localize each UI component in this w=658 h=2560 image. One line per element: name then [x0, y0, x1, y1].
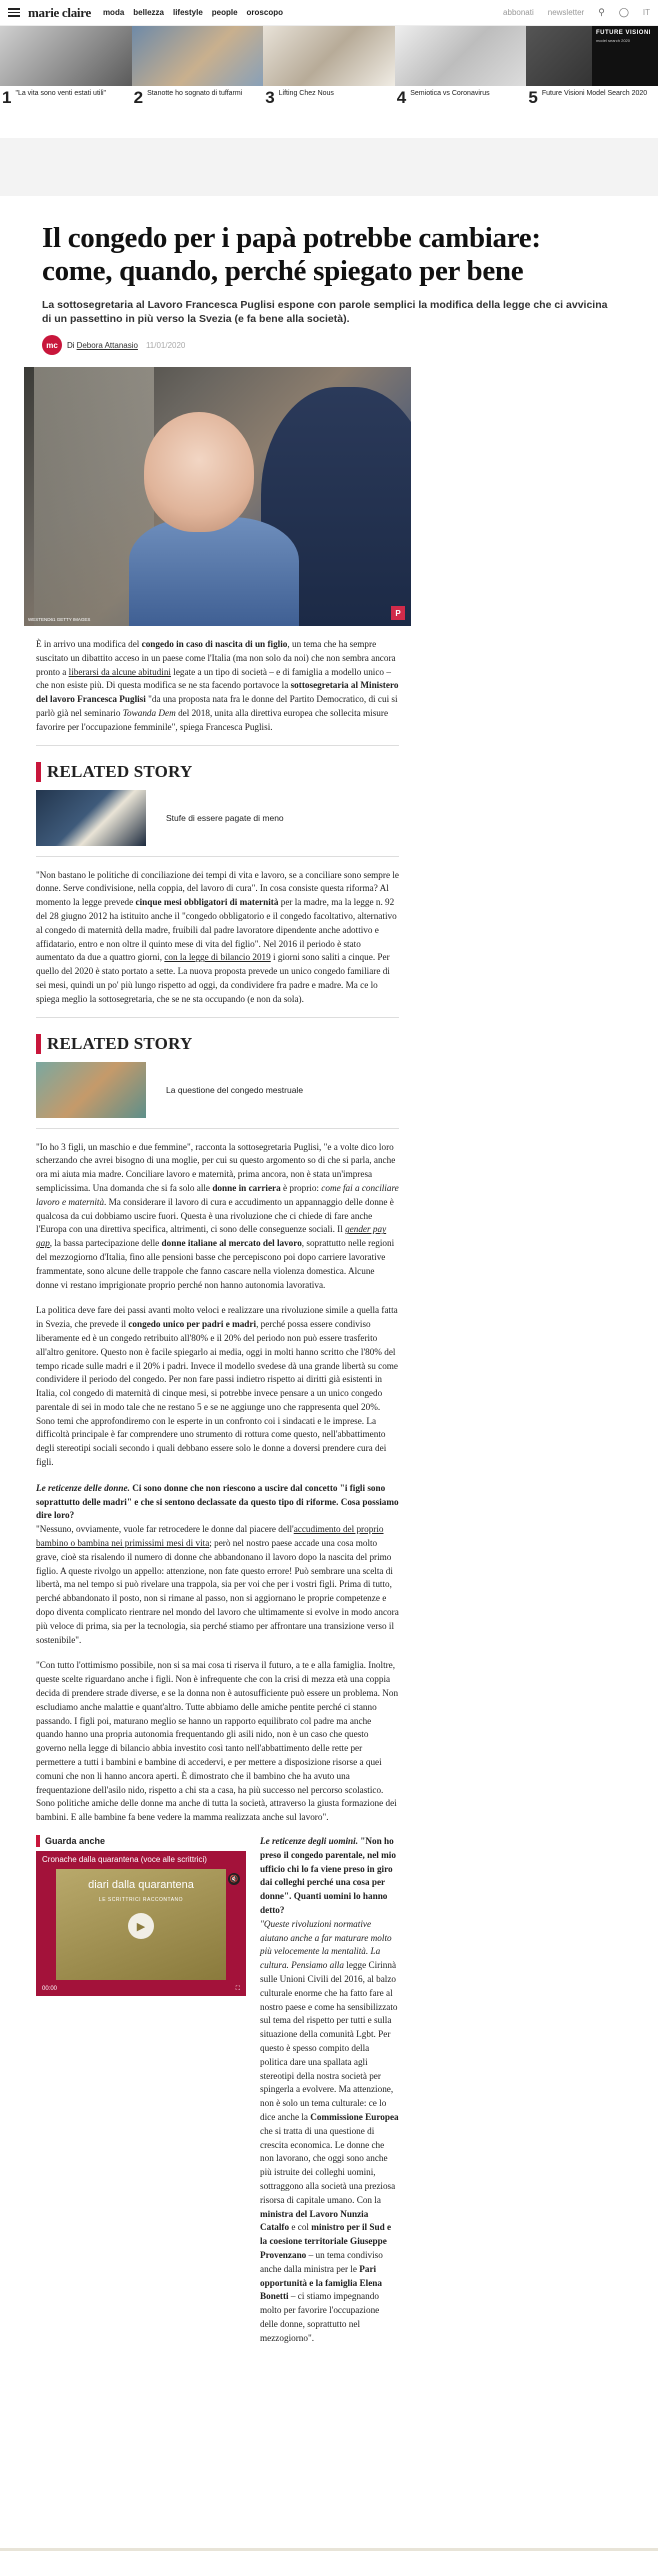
related-story-card[interactable] [36, 790, 399, 846]
video-screen-subtitle: LE SCRITTRICI RACCONTANO [98, 1897, 184, 1903]
paragraph: La politica deve fare dei passi avanti molto veloci e realizzare una rivoluzione simile a quella fatta in Svezia, che prevede il congedo unico per padri e madri, perché possa essere condiviso liberamente ed è un congedo retribuito all'80% e il 20% del periodo non può essere trasferito all'altro genitore. Questo non è facile spiegarlo ai media, oggi in molti hanno scritto che l'80% del tempo ricade sulle madri e il 20% i padri. Invece il modello svedese dà una grande libertà su come condividere il periodo del congedo. Per non fare passi indietro rispetto ai diritti già esistenti in Italia, col congedo di maternità di cinque mesi, si potrebbe invece pensare a un unico congedo parentale di sei in modo tale che ne restano 5 e se ne aggiunge uno che rappresenta quel 20%. Sono temi che approfondiremo con le esperte in un confronto coi i sindacati e le imprese. La difficoltà principale è far comprendere uno strumento di rottura come questo, nell'abbattimento degli stereotipi sociali secondo i quali debbano essere solo le donne a doversi prendere cura dei figli. [36, 1305, 399, 1468]
menu-icon[interactable] [8, 8, 20, 17]
trending-item[interactable] [395, 26, 527, 128]
paragraph: "Io ho 3 figli, un maschio e due femmine", racconta la sottosegretaria Puglisi, "e a volte dico loro scherzando che avrei bisogno di una moglie, per cui su questo argomento so di che si parla, anche ora mi aiuta mia madre. Conciliare lavoro e maternità, prima ancora, non è stata un'impresa semplicissima. Una domanda che si fa solo alle donne in carriera è proprio: come fai a conciliare lavoro e maternità. Ma considerare il lavoro di cura e accudimento un appannaggio delle donne è qualcosa da cui dobbiamo uscire fuori. Questa è una rivoluzione che ci chiede di fare anche l'Europa con una direttiva specifica, altrimenti, ci sono delle conseguenze sociali. Il gender pay gap, la bassa partecipazione delle donne italiane al mercato del lavoro, soprattutto nelle regioni del mezzogiorno d'Italia, fino alle pensioni basse che percepiscono poi dopo carriere lavorative frammentate, sono alcune delle trappole che fanno cascare nella violenza domestica. Alcune donne vi restano imprigionate proprio perché non hanno autonomia lavorativa. [36, 1141, 399, 1290]
related-heading: RELATED STORY [36, 1034, 399, 1054]
trending-number: 2 [133, 88, 144, 107]
nav-links [103, 8, 283, 17]
nav-link-people[interactable]: people [211, 8, 238, 17]
trending-title: Stanotte ho sognato di tuffarmi [147, 90, 243, 97]
nav-link-lifestyle[interactable]: lifestyle [172, 8, 203, 17]
related-thumbnail[interactable] [36, 1062, 146, 1118]
video-screen[interactable] [56, 1869, 226, 1980]
site-logo[interactable]: marie claire [28, 4, 91, 20]
paragraph: È in arrivo una modifica del congedo in caso di nascita di un figlio, un tema che ha sempre suscitato un dibattito acceso in un paese come l'Italia (ma non solo da noi) che non sembra ancora pronto a liberarsi da alcune abitudini legate a un tipo di società – e di famiglia a modello unico – che non esiste più. Di questa modifica se ne sta facendo portavoce la sottosegretaria al Ministero del lavoro Francesca Puglisi "da una proposta nata fra le donne del Partito Democratico, di cui si parlò già nel seminario Towanda Dem del 2018, unita alla direttiva europea che sollecita misure favorire per l'occupazione femminile", spiega Francesca Puglisi. [36, 639, 399, 732]
divider [36, 745, 399, 746]
related-story [24, 762, 411, 846]
inline-link[interactable]: accudimento del proprio bambino o bambina nei primissimi mesi di vita [36, 1524, 384, 1549]
globe-icon[interactable]: ◯ [618, 7, 629, 17]
trending-item[interactable] [132, 26, 264, 128]
nav-link-bellezza[interactable]: bellezza [133, 8, 164, 17]
trending-item[interactable] [526, 26, 658, 128]
future-visioni-badge [592, 26, 658, 86]
video-heading: Guarda anche [36, 1835, 246, 1847]
language-label[interactable]: IT [642, 8, 650, 17]
trending-number: 1 [2, 88, 12, 107]
article-dek: La sottosegretaria al Lavoro Francesca Puglisi espone con parole semplici la modifica della legge che ci avvicina di un passettino in più verso la Svezia (e fa bene alla società). [42, 299, 608, 325]
video-player[interactable] [36, 1851, 246, 1996]
search-icon[interactable]: ⚲ [598, 7, 605, 17]
trending-thumbnail [395, 26, 527, 86]
related-story [24, 1034, 411, 1118]
nav-link-moda[interactable]: moda [102, 8, 125, 17]
inline-link[interactable]: con la legge di bilancio 2019 [164, 952, 271, 963]
related-story-card[interactable] [36, 1062, 399, 1118]
video-controls [42, 1986, 240, 1993]
trending-title: Future Visioni Model Search 2020 [541, 90, 648, 97]
footer-divider [0, 2548, 658, 2551]
trending-thumbnail [263, 26, 395, 86]
divider [36, 856, 399, 857]
top-nav [0, 0, 658, 26]
trending-title: Semiotica vs Coronavirus [410, 90, 490, 97]
paragraph: Le reticenze degli uomini. "Non ho preso il congedo parentale, nel mio ufficio chi lo fa viene preso in giro dai colleghi perché una cosa per donne". Quanti uomini lo hanno detto? "Queste rivoluzioni normative aiutano anche a far maturare molto più velocemente la mentalità. La cultura. Pensiamo alla legge Cirinnà sulle Unioni Civili del 2016, al balzo culturale enorme che ha fatto fare al nostro paese e come ha sensibilizzato sul tema del rispetto per tutti e sulla situazione della comunità Lgbt. Per questo è spesso compito della politica dare una spallata agli stereotipi della nostra società per spingerla a evolvere. Ma attenzione, non è solo un tema culturale: ce lo dice anche la Commissione Europea che si tratta di una questione di crescita economica. Le donne che non lavorano, che oggi sono anche più istruite dei colleghi uomini, sottraggono alla società una preziosa risorsa di capitale umano. Con la ministra del Lavoro Nunzia Catalfo e col ministro per il Sud e la coesione territoriale Giuseppe Provenzano – un tema condiviso anche dalla ministra per le Pari opportunità e la famiglia Elena Bonetti – ci stiamo impegnando molto per favorire l'occupazione delle donne, soprattutto nel mezzogiorno". [260, 1836, 399, 2343]
inline-link[interactable]: liberarsi da alcune abitudini [68, 666, 171, 677]
byline [42, 335, 616, 355]
trending-thumbnail [132, 26, 264, 86]
related-title[interactable]: Stufe di essere pagate di meno [166, 812, 284, 823]
trending-item[interactable] [0, 26, 132, 128]
nav-right [503, 7, 650, 18]
article-headline: Il congedo per i papà potrebbe cambiare: come, quando, perché spiegato per bene [42, 222, 541, 287]
hero-image-baby-shirt [129, 517, 299, 626]
paragraph: "Non bastano le politiche di conciliazione dei tempi di vita e lavoro, se a conciliare sono sempre le donne. Serve condivisione, nella coppia, del lavoro di cura". In cosa consiste questa riforma? Al momento la legge prevede cinque mesi obbligatori di maternità per la madre, ma la legge n. 92 del 28 giugno 2012 ha istituito anche il "congedo obbligatorio e il congedo facoltativo, alternativo al congedo di maternità della madre, fruibili dal padre lavoratore dipendente anche adottivo e affidatario, entro e non oltre il quinto mese di vita del figlio". Nel 2016 il periodo è stato aumentato da due a quattro giorni, con la legge di bilancio 2019 i giorni sono saliti a cinque. Per quello del 2020 è stato portato a sette. La nuova proposta prevede un unico congedo familiare di sei mesi, quindi un po' più lungo rispetto ad oggi, da condividere fra padre e madre. Ma ce lo spiega meglio la sottosegretaria, che se ne sta occupando (e non da sola). [36, 869, 399, 1004]
byline-prefix: Di [67, 340, 75, 350]
trending-thumbnail [0, 26, 132, 86]
trending-title: Lifting Chez Nous [278, 90, 334, 97]
article-main-column [24, 367, 411, 2345]
inline-link[interactable]: legge Cirinnà sulle Unioni Civili del 2016 [260, 1960, 397, 1984]
video-box [36, 1835, 246, 2345]
subscribe-link[interactable]: abbonati [503, 8, 534, 17]
ad-banner [0, 138, 658, 196]
article-body [24, 869, 411, 1007]
paragraph: Le reticenze delle donne. Ci sono donne che non riescono a uscire dal concetto "i figli sono soprattutto delle madri" e che si sentono declassate da questo tipo di riforme. Cosa possiamo dire loro? "Nessuno, ovviamente, vuole far retrocedere le donne dal piacere dell'accudimento del proprio bambino o bambina nei primissimi mesi di vita; però nel nostro paese accade una cosa molto grave, cioè sta risalendo il numero di donne che abbandonano il lavoro dopo la nascita del primo figlio. A queste rivolgo un appello: attenzione, non fate questo errore! Può sembrare una scelta di libertà, ma nel tempo si può rivelare una trappola, sia per voi che per i vostri figli. Prima di tutto, perché abbandonato il posto, non si rimane al passo, non si aggiornano le proprie competenze e dopo diventa complicato rientrare nel mondo del lavoro che ultimamente si evolve in modo ancora più veloce di prima, sia per la tecnologia, sia perché stiamo per affrontare una transizione verso il sostenibile". [36, 1482, 399, 1645]
divider [36, 1017, 399, 1018]
related-thumbnail[interactable] [36, 790, 146, 846]
related-heading: RELATED STORY [36, 762, 399, 782]
author-link[interactable]: Debora Attanasio [76, 340, 138, 350]
trending-strip [0, 26, 658, 128]
article [0, 222, 658, 355]
video-and-text-row [24, 1835, 411, 2345]
trending-title: "La vita sono venti estati utili" [15, 90, 107, 97]
fullscreen-icon[interactable]: ⛶ [235, 1986, 240, 1992]
hero-image-baby [144, 412, 254, 532]
author-avatar[interactable]: mc [42, 335, 62, 355]
trending-item[interactable] [263, 26, 395, 128]
publish-date: 11/01/2020 [145, 340, 186, 350]
article-body [260, 1835, 399, 2345]
related-title[interactable]: La questione del congedo mestruale [166, 1084, 304, 1095]
video-screen-title: diari dalla quarantena [88, 1879, 194, 1891]
trending-number: 5 [528, 88, 538, 107]
badge-subtitle: model search 2020 [595, 38, 630, 43]
mute-icon[interactable]: 🔇 [228, 1873, 240, 1885]
badge-title: FUTURE VISIONI [595, 30, 651, 36]
nav-link-oroscopo[interactable]: oroscopo [246, 8, 283, 17]
newsletter-link[interactable]: newsletter [547, 8, 585, 17]
hero-image [24, 367, 411, 626]
video-time: 00:00 [42, 1986, 58, 1992]
photo-credit: WESTEND61 GETTY IMAGES [28, 617, 91, 622]
video-title: Cronache dalla quarantena (voce alle scrittrici) [42, 1855, 207, 1864]
pinterest-icon[interactable]: P [391, 606, 405, 620]
article-body [24, 1141, 411, 1825]
divider [36, 1128, 399, 1129]
trending-number: 4 [396, 88, 407, 107]
paragraph: "Con tutto l'ottimismo possibile, non si sa mai cosa ti riserva il futuro, a te e alla famiglia. Inoltre, queste scelte riguardano anche i figli. Non è infrequente che con la crisi di mezza età una coppia decida di prendere strade diverse, e se la donna non è autosufficiente può essere un problema. Non escludiamo anche malattie e quant'altro. Tutte abbiamo delle amiche pentite perché ci stanno passando. I figli poi, maturano meglio se hanno un rapporto equilibrato col padre ma anche quando hanno una propria autonomia frequentando gli asili nido, non è un caso che questo governo nella legge di bilancio abbia investito così tanto nell'abbattimento delle rette per permettere a tutti i bambini e bambine di accedervi, e per mettere a disposizione risorse a quei comuni che non li hanno ancora aperti. È dimostrato che il bambino che ha avuto una frequentazione dell'asilo nido, rispetto a chi sta a casa, ha più successo nel percorso scolastico. Sono politiche amiche delle donne ma anche di tutta la società, attraverso la giusta formazione dei bambini. E alle bambine fa bene vedere la mamma realizzata anche sul lavoro". [36, 1660, 399, 1823]
trending-number: 3 [265, 88, 275, 107]
article-body [24, 638, 411, 735]
play-icon[interactable]: ▶ [128, 1913, 154, 1939]
inline-link[interactable]: gender pay gap [36, 1224, 387, 1249]
